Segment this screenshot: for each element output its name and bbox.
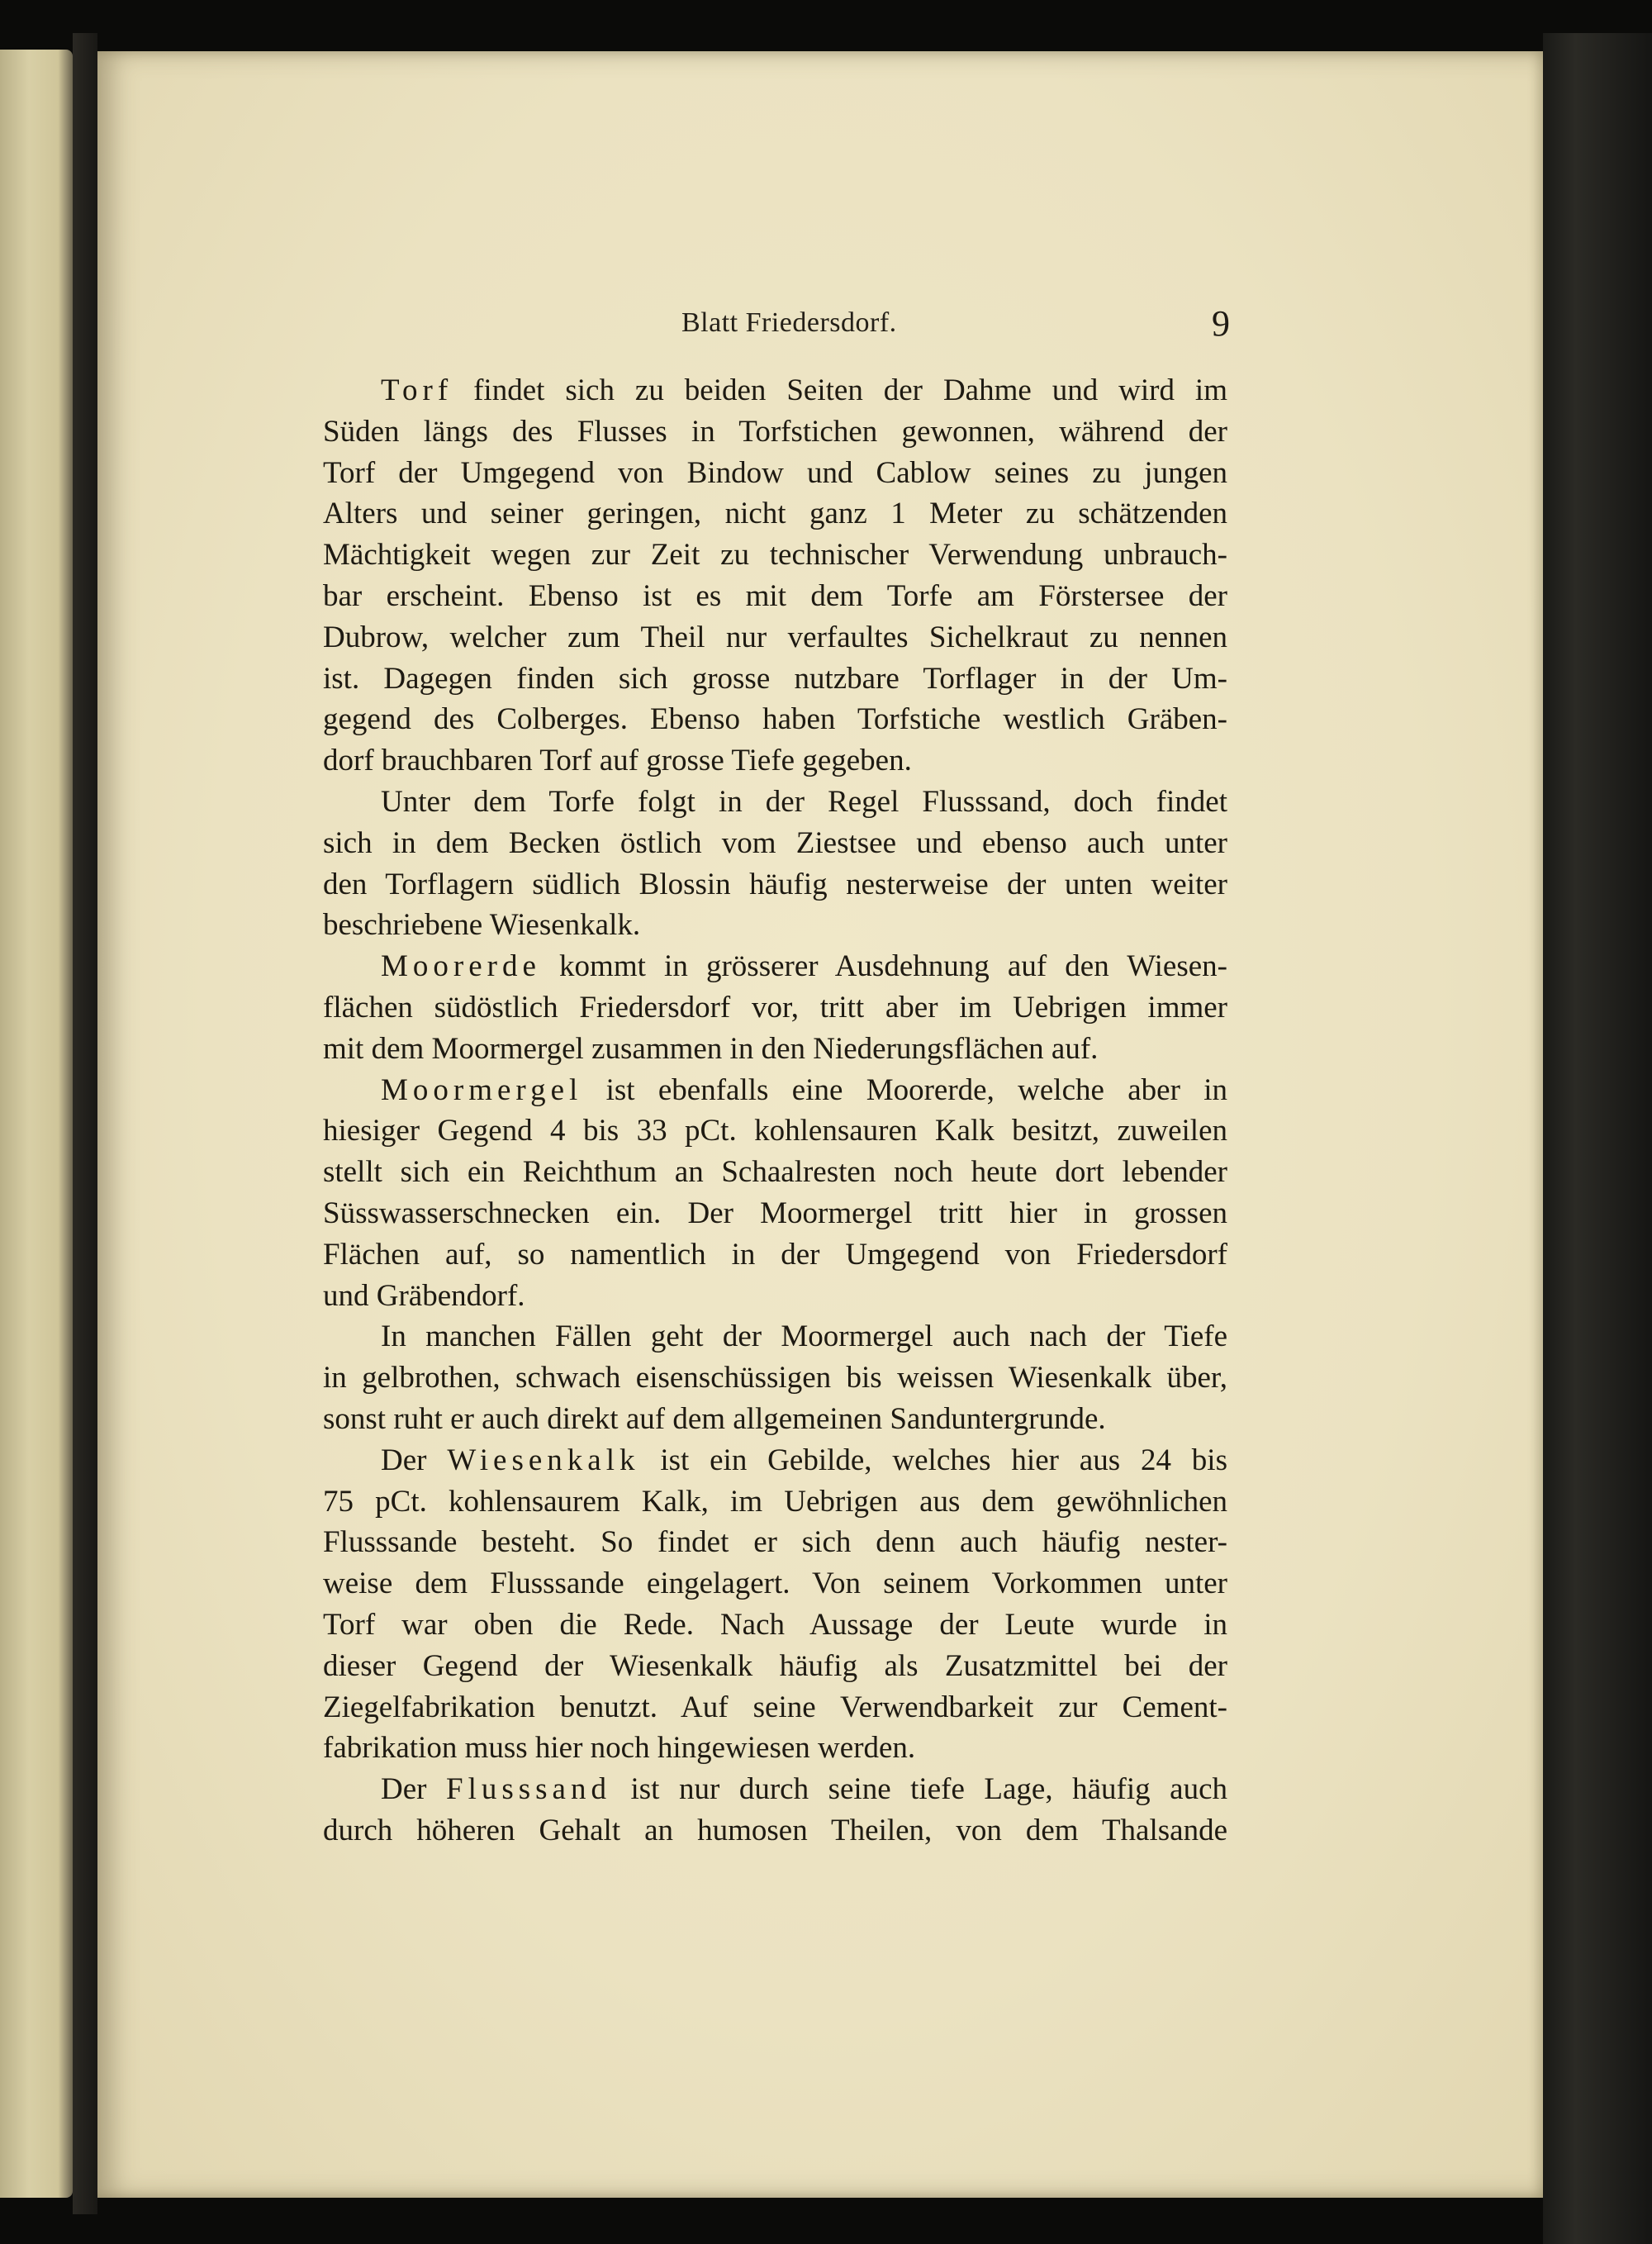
text-line: beschriebene Wiesenkalk. bbox=[323, 908, 641, 943]
text-line: bar erscheint. Ebenso ist es mit dem Torfe am Förstersee der bbox=[323, 578, 1227, 613]
facing-page-edge bbox=[0, 50, 73, 2198]
text-line: gegend des Colberges. Ebenso haben Torfstiche westlich Gräben- bbox=[323, 702, 1227, 737]
text-line: sonst ruht er auch direkt auf dem allgemeinen Sanduntergrunde. bbox=[323, 1401, 1106, 1436]
text-line: Flusssande besteht. So findet er sich denn auch häufig nester- bbox=[323, 1525, 1227, 1560]
text-line: Süden längs des Flusses in Torfstichen gewonnen, während der bbox=[323, 414, 1227, 449]
keyword: Moorerde bbox=[381, 949, 541, 984]
text-line: und Gräbendorf. bbox=[323, 1278, 525, 1313]
text-line: Flächen auf, so namentlich in der Umgegend von Friedersdorf bbox=[323, 1237, 1227, 1272]
text-line: durch höheren Gehalt an humosen Theilen, von dem Thalsande bbox=[323, 1813, 1227, 1847]
text-line: Torf war oben die Rede. Nach Aussage der Leute wurde in bbox=[323, 1607, 1227, 1642]
book-cover-edge bbox=[1543, 33, 1652, 2244]
text-line: Unter dem Torfe folgt in der Regel Flusssand, doch findet bbox=[381, 784, 1227, 819]
text-line: flächen südöstlich Friedersdorf vor, tritt aber im Uebrigen immer bbox=[323, 990, 1227, 1025]
text-line: Alters und seiner geringen, nicht ganz 1 Meter zu schätzenden bbox=[323, 497, 1227, 531]
text-line: stellt sich ein Reichthum an Schaalresten noch heute dort lebender bbox=[323, 1155, 1227, 1190]
text-line: hiesiger Gegend 4 bis 33 pCt. kohlensauren Kalk besitzt, zuweilen bbox=[323, 1114, 1227, 1148]
text-line: fabrikation muss hier noch hingewiesen werden. bbox=[323, 1731, 916, 1766]
text-line: sich in dem Becken östlich vom Ziestsee und ebenso auch unter bbox=[323, 825, 1227, 860]
body-text bbox=[323, 370, 1227, 1852]
text-line: Dubrow, welcher zum Theil nur verfaultes Sichelkraut zu nennen bbox=[323, 620, 1227, 654]
text-line: dorf brauchbaren Torf auf grosse Tiefe gegeben. bbox=[323, 744, 912, 778]
text-line: 75 pCt. kohlensaurem Kalk, im Uebrigen aus dem gewöhnlichen bbox=[323, 1484, 1227, 1519]
keyword: Wiesenkalk bbox=[447, 1443, 640, 1477]
keyword: Torf bbox=[381, 373, 453, 407]
text-line: Torf der Umgegend von Bindow und Cablow seines zu jungen bbox=[323, 455, 1227, 490]
text-line: Süsswasserschnecken ein. Der Moormergel tritt hier in grossen bbox=[323, 1196, 1227, 1230]
running-head: Blatt Friedersdorf. bbox=[681, 307, 897, 338]
text-line: Der Wiesenkalk ist ein Gebilde, welches hier aus 24 bis bbox=[381, 1443, 1227, 1477]
text-line: Torf findet sich zu beiden Seiten der Dahme und wird im bbox=[381, 373, 1227, 407]
page-number: 9 bbox=[1212, 303, 1230, 344]
text-line: ist. Dagegen finden sich grosse nutzbare Torflager in der Um- bbox=[323, 661, 1227, 696]
keyword: Flusssand bbox=[446, 1772, 611, 1807]
text-line: Mächtigkeit wegen zur Zeit zu technischer Verwendung unbrauch- bbox=[323, 538, 1227, 573]
text-line: mit dem Moormergel zusammen in den Niederungsflächen auf. bbox=[323, 1031, 1099, 1066]
keyword: Moormergel bbox=[381, 1072, 583, 1107]
text-line: In manchen Fällen geht der Moormergel auch nach der Tiefe bbox=[381, 1319, 1227, 1354]
text-line: Moorerde kommt in grösserer Ausdehnung auf den Wiesen- bbox=[381, 949, 1227, 984]
text-line: den Torflagern südlich Blossin häufig nesterweise der unten weiter bbox=[323, 867, 1227, 901]
text-line: in gelbrothen, schwach eisenschüssigen bis weissen Wiesenkalk über, bbox=[323, 1361, 1227, 1395]
text-line: Moormergel ist ebenfalls eine Moorerde, welche aber in bbox=[381, 1072, 1227, 1107]
book-gutter bbox=[73, 33, 97, 2214]
text-line: Ziegelfabrikation benutzt. Auf seine Verwendbarkeit zur Cement- bbox=[323, 1690, 1227, 1724]
text-line: Der Flusssand ist nur durch seine tiefe Lage, häufig auch bbox=[381, 1772, 1228, 1807]
text-line: weise dem Flusssande eingelagert. Von seinem Vorkommen unter bbox=[323, 1567, 1227, 1601]
text-line: dieser Gegend der Wiesenkalk häufig als Zusatzmittel bei der bbox=[323, 1648, 1227, 1683]
